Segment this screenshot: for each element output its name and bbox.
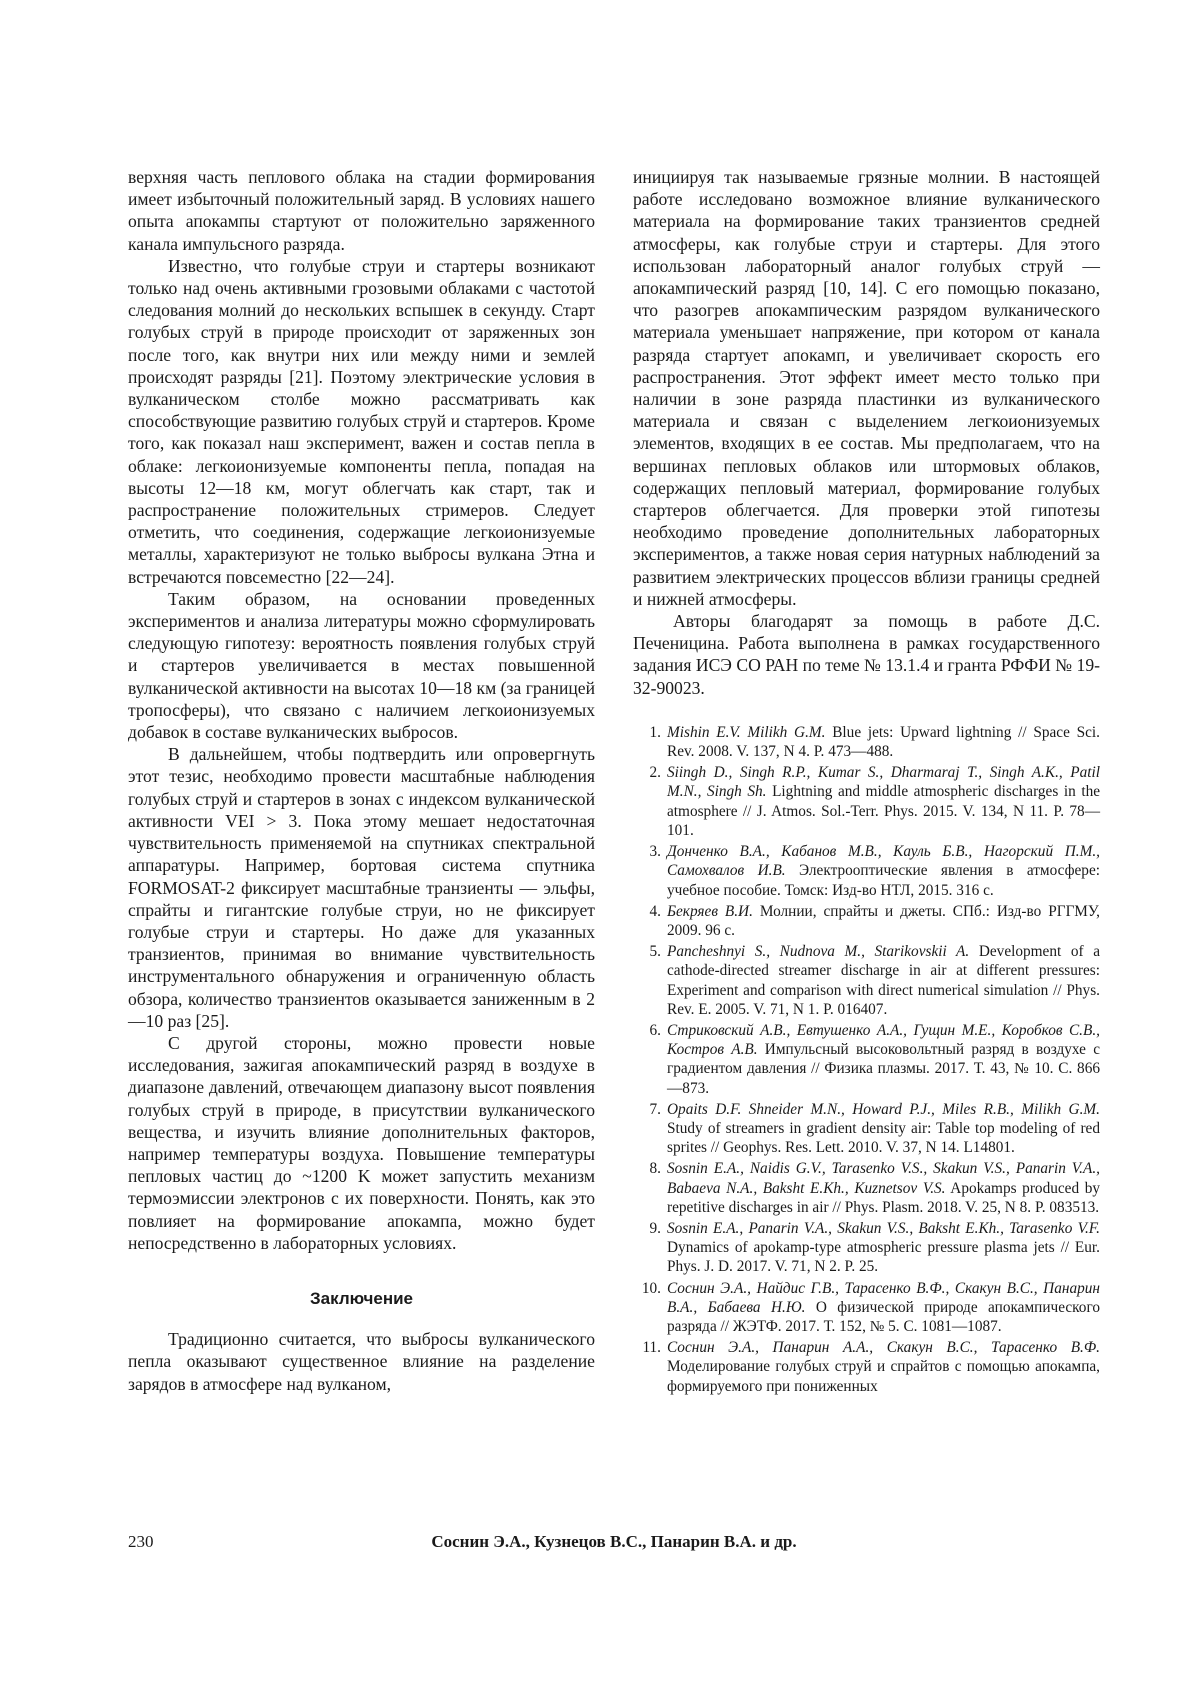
reference-authors: Opaits D.F. Shneider M.N., Howard P.J., Miles R.B., Milikh G.M.: [667, 1100, 1100, 1118]
reference-authors: Sosnin E.A., Panarin V.A., Skakun V.S., Baksht E.Kh., Tarasenko V.F.: [667, 1219, 1100, 1237]
page-number: 230: [128, 1532, 154, 1551]
reference-number: 8.: [649, 1160, 661, 1178]
section-title: Заключение: [310, 1288, 413, 1308]
reference-item: [633, 723, 1100, 761]
reference-number: 4.: [649, 902, 661, 920]
reference-text: Study of streamers in gradient density air: Table top modeling of red sprites // Geophys. Res. Lett. 2010. V. 37, N 14. L14801.: [667, 1119, 1100, 1157]
reference-text: Электрооптические явления в атмосфере: учебное пособие. Томск: Изд-во НТЛ, 2015. 316 с.: [667, 862, 1100, 899]
reference-text: Моделирование голубых струй и спрайтов с помощью апокампа, формируемого при пониженных: [667, 1358, 1100, 1395]
paragraph: инициируя так называемые грязные молнии. В настоящей работе исследовано возможное влияние вулканического материала на формирование таких транзиентов средней атмосферы, как голубые струи и стартеры. Для этого использован лабораторный аналог голубых струй — апокампический разряд [10, 14]. С его помощью показано, что разогрев апокампическим разрядом вулканического материала уменьшает напряжение, при котором от канала разряда стартует апокамп, и увеличивает скорость его распространения. Этот эффект имеет место только при наличии в зоне разряда пластинки из вулканического материала и связан с выделением легкоионизуемых элементов, входящих в ее состав. Мы предполагаем, что на вершинах пепловых облаков или штормовых облаков, содержащих пепловый материал, формирование голубых стартеров облегчается. Для проверки этой гипотезы необходимо проведение дополнительных лабораторных экспериментов, а также новая серия натурных наблюдений за развитием электрических процессов вблизи границы средней и нижней атмосферы.: [633, 167, 1100, 609]
paragraph: Традиционно считается, что выбросы вулканического пепла оказывают существенное влияние на разделение зарядов в атмосфере над вулканом,: [128, 1329, 595, 1394]
right-column: [633, 166, 1100, 1398]
reference-number: 6.: [649, 1021, 661, 1039]
paragraph: Таким образом, на основании проведенных экспериментов и анализа литературы можно сформулировать следующую гипотезу: вероятность появления голубых струй и стартеров увеличивается в местах повышенной вулканической активности на высотах 10—18 км (за границей тропосферы), что связано с наличием легкоионизуемых добавок в составе вулканических выбросов.: [128, 588, 595, 743]
paragraph: верхняя часть пеплового облака на стадии формирования имеет избыточный положительный заряд. В условиях нашего опыта апокампы стартуют от положительно заряженного канала импульсного разряда.: [128, 167, 595, 254]
reference-authors: Siingh D., Singh R.P., Kumar S., Dharmaraj T., Singh A.K., Patil M.N., Singh Sh.: [667, 764, 1100, 801]
reference-item: [633, 1100, 1100, 1158]
reference-authors: Стриковский А.В., Евтушенко А.А., Гущин М.Е., Коробков С.В., Костров А.В.: [667, 1021, 1100, 1059]
reference-text: О физической природе апокампического разряда // ЖЭТФ. 2017. Т. 152, № 5. С. 1081—1087.: [667, 1298, 1101, 1335]
reference-list: [633, 723, 1100, 1396]
reference-item: [633, 1219, 1100, 1277]
reference-number: 7.: [649, 1100, 661, 1118]
acknowledgements: Авторы благодарят за помощь в работе Д.С. Печеницина. Работа выполнена в рамках государственного задания ИСЭ СО РАН по теме № 13.1.4 и гранта РФФИ № 19-32-90023.: [633, 611, 1100, 698]
reference-number: 1.: [649, 723, 661, 741]
running-authors: Соснин Э.А., Кузнецов В.С., Панарин В.А. и др.: [431, 1532, 797, 1551]
reference-item: [633, 1279, 1100, 1337]
reference-text: Молнии, спрайты и джеты. СПб.: Изд-во РГГМУ, 2009. 96 с.: [667, 902, 1100, 939]
reference-text: Blue jets: Upward lightning // Space Sci. Rev. 2008. V. 137, N 4. P. 473—488.: [667, 723, 1100, 761]
reference-text: Apokamps produced by repetitive discharges in air // Phys. Plasm. 2018. V. 25, N 8. P. 083513.: [667, 1179, 1101, 1216]
reference-text: Dynamics of apokamp-type atmospheric pressure plasma jets // Eur. Phys. J. D. 2017. V. 71, N 2. P. 25.: [667, 1239, 1100, 1276]
reference-number: 5.: [649, 943, 661, 961]
reference-item: [633, 1159, 1100, 1217]
reference-item: [633, 902, 1100, 940]
reference-number: 3.: [649, 843, 661, 861]
reference-number: 2.: [649, 764, 661, 782]
reference-authors: Бекряев В.И.: [667, 902, 753, 920]
reference-text: Development of a cathode-directed streamer discharge in air at different pressures: Experiment and comparison with direct numerical simulation // Phys. Rev. E. 2005. V. 71, N 1. P. 016407.: [667, 943, 1100, 1018]
paragraph: Известно, что голубые струи и стартеры возникают только над очень активными грозовыми облаками с частотой следования молний до нескольких вспышек в секунду. Старт голубых струй в природе происходит от заряженных зон после того, как внутри них или между ними и землей происходят разряды [21]. Поэтому электрические условия в вулканическом столбе можно рассматривать как способствующие развитию голубых струй и стартеров. Кроме того, как показал наш эксперимент, важен и состав пепла в облаке: легкоионизуемые компоненты пепла, попадая на высоты 12—18 км, могут облегчать как старт, так и распространение положительных стримеров. Следует отметить, что соединения, содержащие легкоионизуемые металлы, характеризуют не только выбросы вулкана Этна и встречаются повсеместно [22—24].: [128, 255, 595, 587]
reference-number: 10.: [641, 1279, 661, 1297]
reference-number: 11.: [642, 1339, 661, 1357]
reference-authors: Pancheshnyi S., Nudnova M., Starikovskii A.: [667, 943, 970, 961]
reference-item: [633, 842, 1100, 900]
reference-item: [633, 1338, 1100, 1396]
reference-text: Импульсный высоковольтный разряд в воздухе с градиентом давления // Физика плазмы. 2017. Т. 43, № 10. С. 866—873.: [667, 1041, 1100, 1097]
reference-authors: Соснин Э.А., Найдис Г.В., Тарасенко В.Ф., Скакун В.С., Панарин В.А., Бабаева Н.Ю.: [667, 1279, 1100, 1316]
reference-number: 9.: [649, 1219, 661, 1237]
left-column: [128, 166, 595, 1395]
reference-text: Lightning and middle atmospheric discharges in the atmosphere // J. Atmos. Sol.-Terr. Phys. 2015. V. 134, N 11. P. 78—101.: [667, 783, 1101, 839]
reference-item: [633, 763, 1100, 840]
reference-item: [633, 1021, 1100, 1098]
paragraph: С другой стороны, можно провести новые исследования, зажигая апокампический разряд в воздухе в диапазоне давлений, отвечающем диапазону высот появления голубых струй в природе, в присутствии вулканического вещества, и изучить влияние дополнительных факторов, например температуры воздуха. Повышение температуры пепловых частиц до ~1200 K может запустить механизм термоэмиссии электронов с их поверхности. Понять, как это повлияет на формирование апокампа, можно будет непосредственно в лабораторных условиях.: [128, 1032, 595, 1253]
reference-authors: Sosnin E.A., Naidis G.V., Tarasenko V.S., Skakun V.S., Panarin V.A., Babaeva N.A., Baksht E.Kh., Kuznetsov V.S.: [667, 1160, 1100, 1197]
reference-authors: Mishin E.V. Milikh G.M.: [667, 723, 826, 741]
paragraph: В дальнейшем, чтобы подтвердить или опровергнуть этот тезис, необходимо провести масштабные наблюдения голубых струй и стартеров в зонах с индексом вулканической активности VEI > 3. Пока этому мешает недостаточная чувствительность применяемой на спутниках спектральной аппаратуры. Например, бортовая система спутника FORMOSAT-2 фиксирует масштабные транзиенты — эльфы, спрайты и гигантские голубые струи, но не фиксирует голубые струи и стартеры. Но даже для указанных транзиентов, принимая во внимание чувствительность инструментального обнаружения и ограниченную область обзора, количество транзиентов оказывается заниженным в 2—10 раз [25].: [128, 744, 595, 1031]
reference-authors: Донченко В.А., Кабанов М.В., Кауль Б.В., Нагорский П.М., Самохвалов И.В.: [667, 843, 1100, 880]
reference-item: [633, 942, 1100, 1019]
reference-authors: Соснин Э.А., Панарин А.А., Скакун В.С., Тарасенко В.Ф.: [667, 1339, 1100, 1357]
